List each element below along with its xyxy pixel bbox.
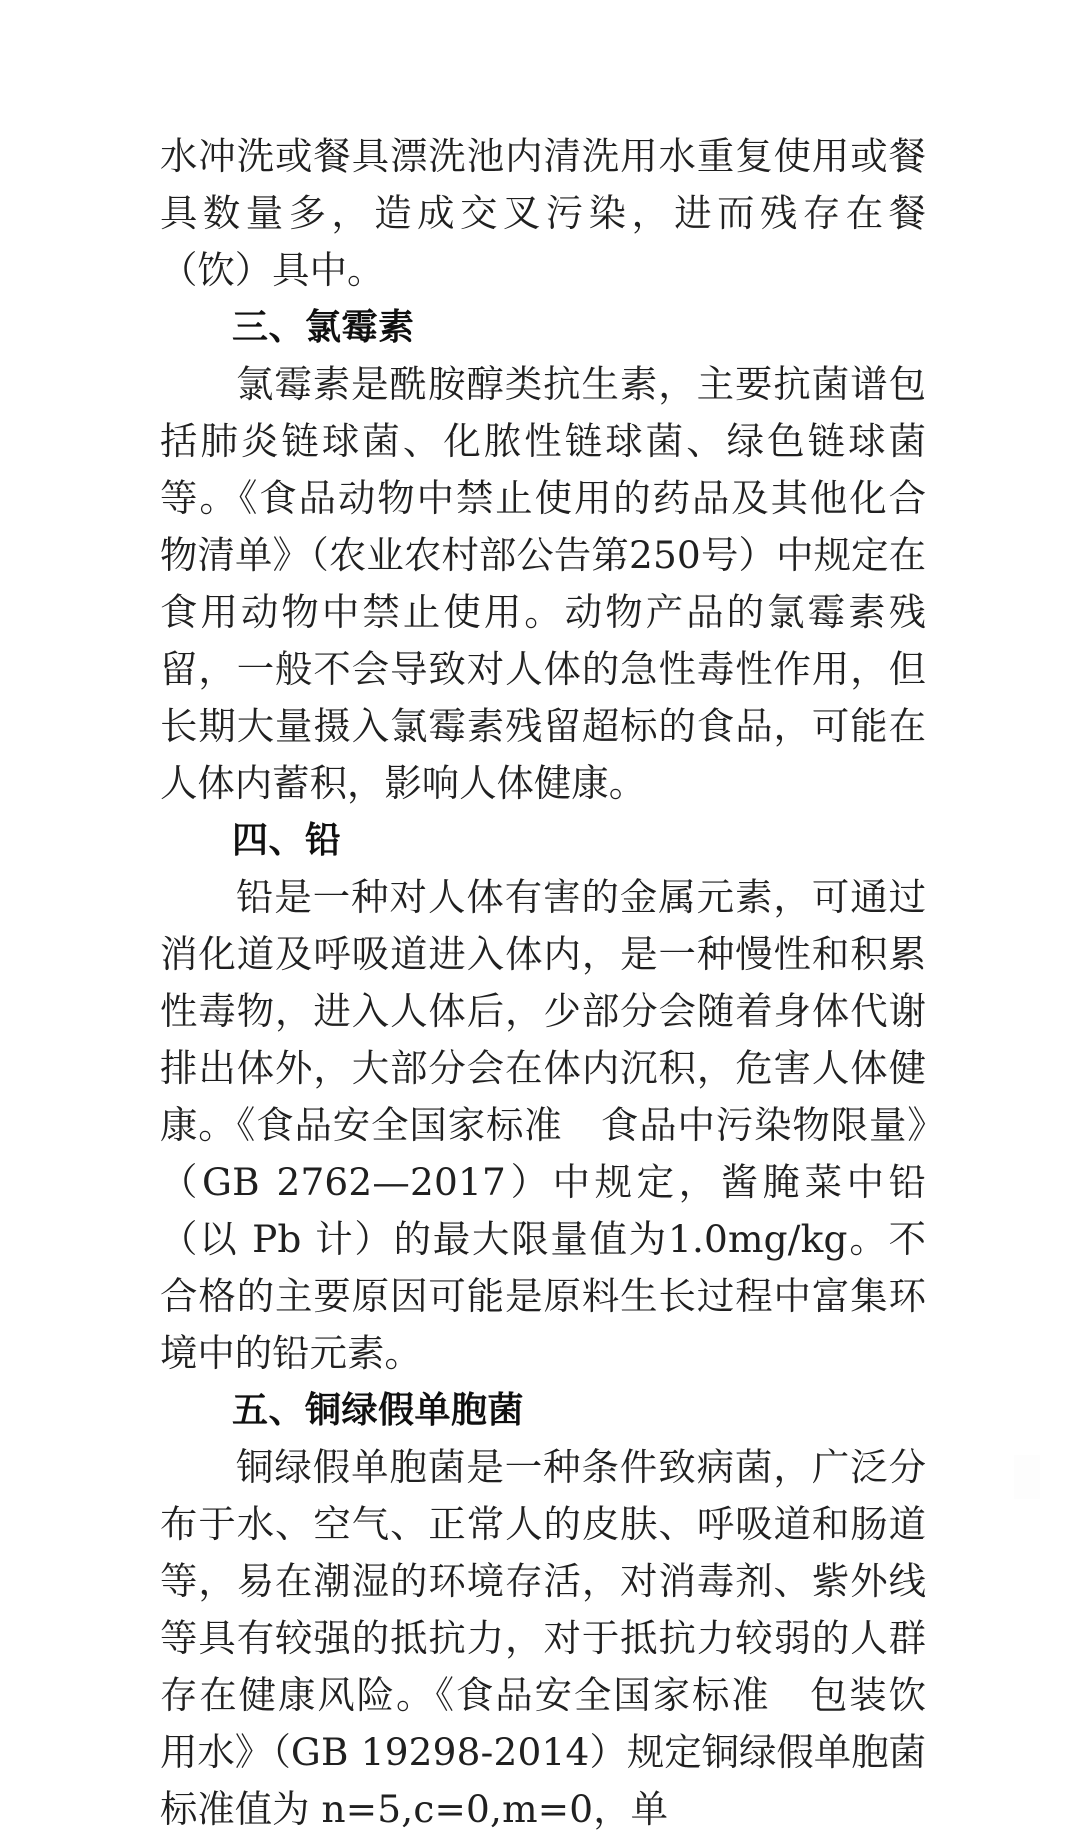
pseudomonas-text-part-2: ）规定铜绿假单胞菌标准值为 xyxy=(160,1730,926,1831)
section-heading-pseudomonas: 五、铜绿假单胞菌 xyxy=(232,1390,525,1431)
chloramphenicol-text-part-1: 氯霉素是酰胺醇类抗生素，主要抗菌谱包括肺炎链球菌、化脓性链球菌、绿色链球菌等。《食品动物中禁止使用的药品及其他化合物清单》（农业农村部公告第 xyxy=(160,362,926,577)
lead-text-part-1: 铅是一种对人体有害的金属元素，可通过消化道及呼吸道进入体内，是一种慢性和积累性毒物，进入人体后，少部分会随着身体代谢排出体外，大部分会在体内沉积，危害人体健康。《食品安全国家标准 食品中污染物限量》（ xyxy=(160,875,926,1204)
element-symbol-pb: Pb xyxy=(252,1217,302,1261)
standard-code-gb19298: GB 19298-2014 xyxy=(290,1730,590,1774)
text-column xyxy=(160,128,926,1838)
continued-paragraph: 水冲洗或餐具漂洗池内清洗用水重复使用或餐具数量多，造成交叉污染，进而残存在餐（饮）具中。 xyxy=(160,134,926,292)
lead-text-part-3: 计）的最大限量值为 xyxy=(301,1217,668,1261)
pseudomonas-text-part-3: ，单 xyxy=(593,1787,669,1831)
paragraph-chloramphenicol xyxy=(160,356,926,812)
limit-value-lead: 1.0mg/kg xyxy=(667,1217,848,1261)
sampling-plan-values: n=5,c=0,m=0 xyxy=(321,1787,594,1831)
chloramphenicol-text-part-2: 号）中规定在食用动物中禁止使用。动物产品的氯霉素残留，一般不会导致对人体的急性毒性作用，但长期大量摄入氯霉素残留超标的食品，可能在人体内蓄积，影响人体健康。 xyxy=(160,533,926,805)
scan-artifact xyxy=(1014,1455,1040,1499)
lead-text-part-2: ）中规定，酱腌菜中铅（以 xyxy=(160,1160,926,1261)
section-heading-lead: 四、铅 xyxy=(232,820,342,861)
section-heading-chloramphenicol: 三、氯霉素 xyxy=(232,307,415,348)
announcement-number: 250 xyxy=(628,533,701,577)
paragraph-pseudomonas xyxy=(160,1439,926,1838)
lead-text-part-4: 。不合格的主要原因可能是原料生长过程中富集环境中的铅元素。 xyxy=(160,1217,926,1375)
pseudomonas-text-part-1: 铜绿假单胞菌是一种条件致病菌，广泛分布于水、空气、正常人的皮肤、呼吸道和肠道等，易在潮湿的环境存活，对消毒剂、紫外线等具有较强的抵抗力，对于抵抗力较弱的人群存在健康风险。《食品安全国家标准 包装饮用水》（ xyxy=(160,1445,926,1774)
paragraph-lead xyxy=(160,869,926,1382)
standard-code-gb2762: GB 2762—2017 xyxy=(202,1160,506,1204)
